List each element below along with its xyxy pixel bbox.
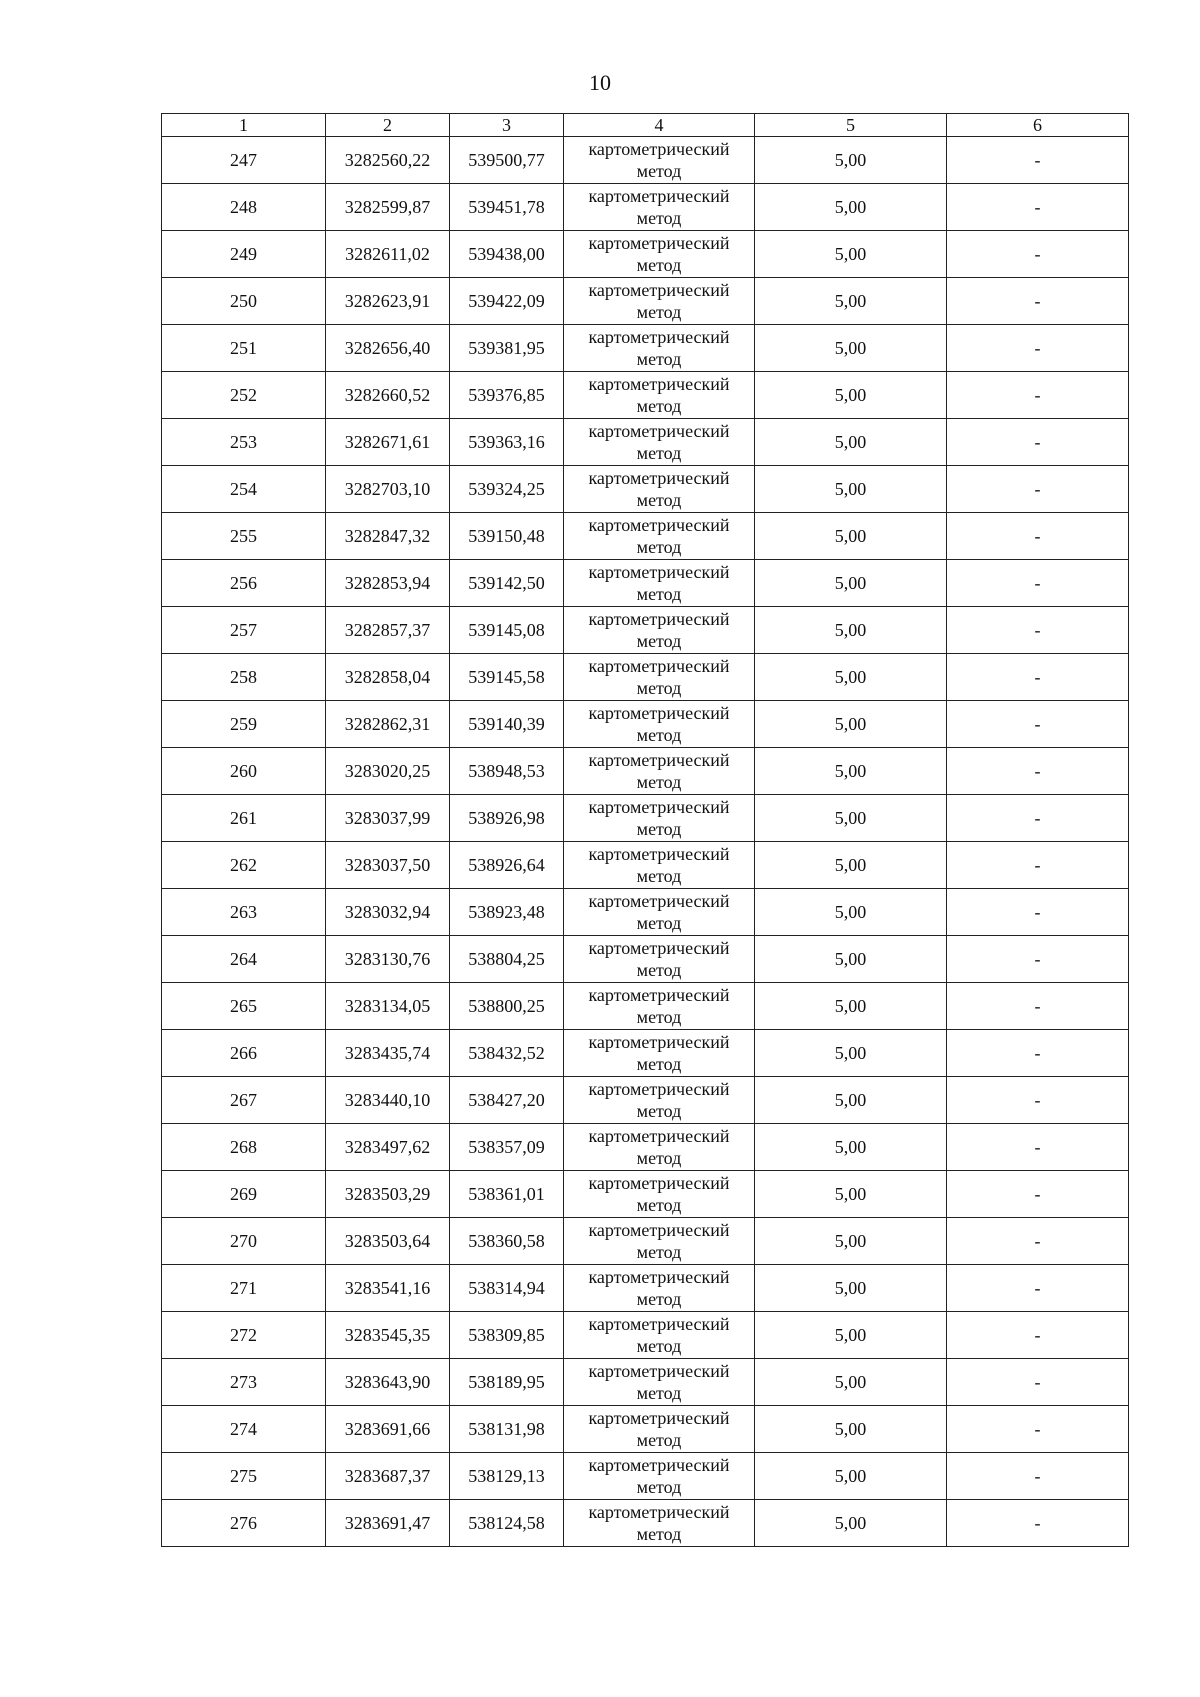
method-line-2: метод (636, 1054, 682, 1074)
accuracy-cell: 5,00 (755, 936, 947, 983)
point-number-cell: 263 (162, 889, 326, 936)
method-line-2: метод (636, 584, 682, 604)
method-line-1: картометрический (588, 186, 730, 206)
point-number-cell: 256 (162, 560, 326, 607)
point-number-cell: 266 (162, 1030, 326, 1077)
method-cell (564, 325, 755, 372)
table-row (162, 1312, 1129, 1359)
point-number-cell: 259 (162, 701, 326, 748)
y-coordinate-cell: 538360,58 (450, 1218, 564, 1265)
method-cell (564, 1453, 755, 1500)
method-cell (564, 184, 755, 231)
method-line-1: картометрический (588, 891, 730, 911)
note-cell: - (947, 278, 1129, 325)
y-coordinate-cell: 538926,64 (450, 842, 564, 889)
y-coordinate-cell: 538804,25 (450, 936, 564, 983)
method-line-1: картометрический (588, 1361, 730, 1381)
method-line-1: картометрический (588, 750, 730, 770)
accuracy-cell: 5,00 (755, 513, 947, 560)
method-line-2: метод (636, 819, 682, 839)
accuracy-cell: 5,00 (755, 1218, 947, 1265)
point-number-cell: 275 (162, 1453, 326, 1500)
point-number-cell: 276 (162, 1500, 326, 1547)
method-cell (564, 795, 755, 842)
method-line-1: картометрический (588, 1032, 730, 1052)
note-cell: - (947, 137, 1129, 184)
y-coordinate-cell: 538357,09 (450, 1124, 564, 1171)
y-coordinate-cell: 538432,52 (450, 1030, 564, 1077)
y-coordinate-cell: 539381,95 (450, 325, 564, 372)
note-cell: - (947, 325, 1129, 372)
table-row (162, 466, 1129, 513)
note-cell: - (947, 372, 1129, 419)
x-coordinate-cell: 3283643,90 (326, 1359, 450, 1406)
point-number-cell: 265 (162, 983, 326, 1030)
y-coordinate-cell: 538948,53 (450, 748, 564, 795)
y-coordinate-cell: 538124,58 (450, 1500, 564, 1547)
page-number: 10 (589, 70, 611, 95)
method-cell (564, 1171, 755, 1218)
method-line-1: картометрический (588, 1267, 730, 1287)
note-cell: - (947, 1312, 1129, 1359)
method-line-2: метод (636, 866, 682, 886)
method-cell (564, 654, 755, 701)
header-cell: 2 (326, 114, 450, 137)
y-coordinate-cell: 538923,48 (450, 889, 564, 936)
method-line-1: картометрический (588, 1220, 730, 1240)
x-coordinate-cell: 3283503,29 (326, 1171, 450, 1218)
accuracy-cell: 5,00 (755, 419, 947, 466)
method-cell (564, 231, 755, 278)
x-coordinate-cell: 3282599,87 (326, 184, 450, 231)
x-coordinate-cell: 3283541,16 (326, 1265, 450, 1312)
method-line-1: картометрический (588, 1502, 730, 1522)
method-line-1: картометрический (588, 1314, 730, 1334)
y-coordinate-cell: 538309,85 (450, 1312, 564, 1359)
method-line-1: картометрический (588, 609, 730, 629)
table-row (162, 654, 1129, 701)
table-body (162, 114, 1129, 1547)
x-coordinate-cell: 3283037,50 (326, 842, 450, 889)
point-number-cell: 251 (162, 325, 326, 372)
point-number-cell: 257 (162, 607, 326, 654)
accuracy-cell: 5,00 (755, 560, 947, 607)
header-cell: 4 (564, 114, 755, 137)
method-line-2: метод (636, 1383, 682, 1403)
table-row (162, 231, 1129, 278)
note-cell: - (947, 231, 1129, 278)
table-row (162, 1077, 1129, 1124)
method-cell (564, 1218, 755, 1265)
table-row (162, 1171, 1129, 1218)
table-row (162, 795, 1129, 842)
accuracy-cell: 5,00 (755, 607, 947, 654)
accuracy-cell: 5,00 (755, 184, 947, 231)
x-coordinate-cell: 3283130,76 (326, 936, 450, 983)
x-coordinate-cell: 3282862,31 (326, 701, 450, 748)
method-line-1: картометрический (588, 1079, 730, 1099)
method-cell (564, 513, 755, 560)
note-cell: - (947, 1077, 1129, 1124)
method-line-2: метод (636, 443, 682, 463)
method-line-1: картометрический (588, 703, 730, 723)
y-coordinate-cell: 538427,20 (450, 1077, 564, 1124)
header-cell: 5 (755, 114, 947, 137)
x-coordinate-cell: 3283134,05 (326, 983, 450, 1030)
note-cell: - (947, 513, 1129, 560)
method-line-2: метод (636, 725, 682, 745)
note-cell: - (947, 936, 1129, 983)
y-coordinate-cell: 539150,48 (450, 513, 564, 560)
coordinates-table (161, 113, 1129, 1547)
table-row (162, 607, 1129, 654)
table-header-row (162, 114, 1129, 137)
method-cell (564, 137, 755, 184)
method-line-1: картометрический (588, 515, 730, 535)
method-line-2: метод (636, 1524, 682, 1544)
x-coordinate-cell: 3283691,47 (326, 1500, 450, 1547)
table-row (162, 842, 1129, 889)
method-line-2: метод (636, 302, 682, 322)
table-row (162, 1124, 1129, 1171)
x-coordinate-cell: 3282611,02 (326, 231, 450, 278)
x-coordinate-cell: 3283020,25 (326, 748, 450, 795)
method-line-1: картометрический (588, 562, 730, 582)
accuracy-cell: 5,00 (755, 466, 947, 513)
method-cell (564, 278, 755, 325)
method-cell (564, 1265, 755, 1312)
method-line-1: картометрический (588, 1408, 730, 1428)
x-coordinate-cell: 3282671,61 (326, 419, 450, 466)
method-line-1: картометрический (588, 656, 730, 676)
point-number-cell: 258 (162, 654, 326, 701)
method-line-1: картометрический (588, 797, 730, 817)
accuracy-cell: 5,00 (755, 1453, 947, 1500)
note-cell: - (947, 1406, 1129, 1453)
accuracy-cell: 5,00 (755, 701, 947, 748)
accuracy-cell: 5,00 (755, 137, 947, 184)
method-cell (564, 372, 755, 419)
method-line-2: метод (636, 255, 682, 275)
point-number-cell: 272 (162, 1312, 326, 1359)
table-row (162, 137, 1129, 184)
header-cell: 6 (947, 114, 1129, 137)
x-coordinate-cell: 3283503,64 (326, 1218, 450, 1265)
method-cell (564, 748, 755, 795)
method-cell (564, 1312, 755, 1359)
method-line-1: картометрический (588, 844, 730, 864)
note-cell: - (947, 1265, 1129, 1312)
method-cell (564, 560, 755, 607)
note-cell: - (947, 701, 1129, 748)
method-line-2: метод (636, 1430, 682, 1450)
method-cell (564, 419, 755, 466)
note-cell: - (947, 842, 1129, 889)
table-row (162, 372, 1129, 419)
y-coordinate-cell: 539422,09 (450, 278, 564, 325)
accuracy-cell: 5,00 (755, 1077, 947, 1124)
accuracy-cell: 5,00 (755, 1124, 947, 1171)
point-number-cell: 274 (162, 1406, 326, 1453)
table-row (162, 560, 1129, 607)
point-number-cell: 252 (162, 372, 326, 419)
table-row (162, 1265, 1129, 1312)
method-line-1: картометрический (588, 280, 730, 300)
point-number-cell: 268 (162, 1124, 326, 1171)
table-row (162, 1500, 1129, 1547)
x-coordinate-cell: 3282703,10 (326, 466, 450, 513)
note-cell: - (947, 419, 1129, 466)
note-cell: - (947, 466, 1129, 513)
method-cell (564, 983, 755, 1030)
x-coordinate-cell: 3283032,94 (326, 889, 450, 936)
y-coordinate-cell: 538361,01 (450, 1171, 564, 1218)
table-row (162, 701, 1129, 748)
method-line-1: картометрический (588, 1173, 730, 1193)
method-cell (564, 1030, 755, 1077)
method-cell (564, 1406, 755, 1453)
x-coordinate-cell: 3282660,52 (326, 372, 450, 419)
note-cell: - (947, 1453, 1129, 1500)
method-line-1: картометрический (588, 139, 730, 159)
point-number-cell: 260 (162, 748, 326, 795)
accuracy-cell: 5,00 (755, 325, 947, 372)
note-cell: - (947, 889, 1129, 936)
y-coordinate-cell: 539142,50 (450, 560, 564, 607)
note-cell: - (947, 748, 1129, 795)
note-cell: - (947, 983, 1129, 1030)
method-cell (564, 1500, 755, 1547)
accuracy-cell: 5,00 (755, 1406, 947, 1453)
y-coordinate-cell: 539438,00 (450, 231, 564, 278)
method-line-1: картометрический (588, 468, 730, 488)
x-coordinate-cell: 3282857,37 (326, 607, 450, 654)
note-cell: - (947, 654, 1129, 701)
accuracy-cell: 5,00 (755, 654, 947, 701)
y-coordinate-cell: 539145,08 (450, 607, 564, 654)
table-row (162, 1359, 1129, 1406)
accuracy-cell: 5,00 (755, 278, 947, 325)
y-coordinate-cell: 539500,77 (450, 137, 564, 184)
accuracy-cell: 5,00 (755, 842, 947, 889)
y-coordinate-cell: 538314,94 (450, 1265, 564, 1312)
method-cell (564, 1359, 755, 1406)
table-row (162, 419, 1129, 466)
method-line-2: метод (636, 1007, 682, 1027)
method-line-2: метод (636, 208, 682, 228)
method-cell (564, 607, 755, 654)
x-coordinate-cell: 3282853,94 (326, 560, 450, 607)
note-cell: - (947, 1124, 1129, 1171)
x-coordinate-cell: 3283687,37 (326, 1453, 450, 1500)
accuracy-cell: 5,00 (755, 1030, 947, 1077)
y-coordinate-cell: 539451,78 (450, 184, 564, 231)
point-number-cell: 264 (162, 936, 326, 983)
table-row (162, 889, 1129, 936)
y-coordinate-cell: 538129,13 (450, 1453, 564, 1500)
table-row (162, 1406, 1129, 1453)
x-coordinate-cell: 3283545,35 (326, 1312, 450, 1359)
method-line-2: метод (636, 913, 682, 933)
table-row (162, 325, 1129, 372)
method-line-2: метод (636, 1195, 682, 1215)
y-coordinate-cell: 539140,39 (450, 701, 564, 748)
point-number-cell: 261 (162, 795, 326, 842)
method-line-2: метод (636, 960, 682, 980)
method-line-1: картометрический (588, 985, 730, 1005)
note-cell: - (947, 1218, 1129, 1265)
method-cell (564, 466, 755, 513)
accuracy-cell: 5,00 (755, 1265, 947, 1312)
x-coordinate-cell: 3283440,10 (326, 1077, 450, 1124)
accuracy-cell: 5,00 (755, 889, 947, 936)
method-line-1: картометрический (588, 327, 730, 347)
y-coordinate-cell: 539324,25 (450, 466, 564, 513)
method-line-2: метод (636, 161, 682, 181)
point-number-cell: 269 (162, 1171, 326, 1218)
note-cell: - (947, 795, 1129, 842)
method-line-2: метод (636, 349, 682, 369)
y-coordinate-cell: 538800,25 (450, 983, 564, 1030)
method-cell (564, 842, 755, 889)
point-number-cell: 262 (162, 842, 326, 889)
point-number-cell: 273 (162, 1359, 326, 1406)
point-number-cell: 270 (162, 1218, 326, 1265)
y-coordinate-cell: 539363,16 (450, 419, 564, 466)
x-coordinate-cell: 3282560,22 (326, 137, 450, 184)
method-line-2: метод (636, 1242, 682, 1262)
method-line-2: метод (636, 772, 682, 792)
method-line-2: метод (636, 490, 682, 510)
accuracy-cell: 5,00 (755, 1500, 947, 1547)
note-cell: - (947, 560, 1129, 607)
table-row (162, 1218, 1129, 1265)
table-row (162, 1453, 1129, 1500)
method-line-2: метод (636, 1289, 682, 1309)
method-cell (564, 1124, 755, 1171)
point-number-cell: 267 (162, 1077, 326, 1124)
accuracy-cell: 5,00 (755, 372, 947, 419)
header-cell: 1 (162, 114, 326, 137)
note-cell: - (947, 184, 1129, 231)
method-cell (564, 1077, 755, 1124)
accuracy-cell: 5,00 (755, 1359, 947, 1406)
method-line-2: метод (636, 1477, 682, 1497)
accuracy-cell: 5,00 (755, 1171, 947, 1218)
x-coordinate-cell: 3283435,74 (326, 1030, 450, 1077)
accuracy-cell: 5,00 (755, 231, 947, 278)
method-cell (564, 889, 755, 936)
point-number-cell: 248 (162, 184, 326, 231)
note-cell: - (947, 1359, 1129, 1406)
table-row (162, 513, 1129, 560)
y-coordinate-cell: 538926,98 (450, 795, 564, 842)
method-line-1: картометрический (588, 1455, 730, 1475)
method-line-2: метод (636, 1148, 682, 1168)
x-coordinate-cell: 3283691,66 (326, 1406, 450, 1453)
x-coordinate-cell: 3282847,32 (326, 513, 450, 560)
point-number-cell: 253 (162, 419, 326, 466)
method-line-2: метод (636, 396, 682, 416)
point-number-cell: 249 (162, 231, 326, 278)
table-row (162, 983, 1129, 1030)
accuracy-cell: 5,00 (755, 795, 947, 842)
method-line-2: метод (636, 678, 682, 698)
method-cell (564, 701, 755, 748)
method-line-1: картометрический (588, 374, 730, 394)
table-row (162, 278, 1129, 325)
accuracy-cell: 5,00 (755, 748, 947, 795)
y-coordinate-cell: 539145,58 (450, 654, 564, 701)
table-row (162, 1030, 1129, 1077)
accuracy-cell: 5,00 (755, 1312, 947, 1359)
point-number-cell: 250 (162, 278, 326, 325)
note-cell: - (947, 607, 1129, 654)
note-cell: - (947, 1171, 1129, 1218)
table-row (162, 936, 1129, 983)
method-line-2: метод (636, 537, 682, 557)
y-coordinate-cell: 538131,98 (450, 1406, 564, 1453)
note-cell: - (947, 1500, 1129, 1547)
table-row (162, 748, 1129, 795)
x-coordinate-cell: 3282858,04 (326, 654, 450, 701)
accuracy-cell: 5,00 (755, 983, 947, 1030)
x-coordinate-cell: 3283497,62 (326, 1124, 450, 1171)
method-line-1: картометрический (588, 1126, 730, 1146)
method-line-1: картометрический (588, 233, 730, 253)
note-cell: - (947, 1030, 1129, 1077)
point-number-cell: 271 (162, 1265, 326, 1312)
y-coordinate-cell: 538189,95 (450, 1359, 564, 1406)
x-coordinate-cell: 3283037,99 (326, 795, 450, 842)
table-row (162, 184, 1129, 231)
x-coordinate-cell: 3282656,40 (326, 325, 450, 372)
point-number-cell: 255 (162, 513, 326, 560)
header-cell: 3 (450, 114, 564, 137)
method-line-1: картометрический (588, 938, 730, 958)
method-cell (564, 936, 755, 983)
method-line-2: метод (636, 1101, 682, 1121)
x-coordinate-cell: 3282623,91 (326, 278, 450, 325)
method-line-2: метод (636, 1336, 682, 1356)
point-number-cell: 254 (162, 466, 326, 513)
method-line-2: метод (636, 631, 682, 651)
y-coordinate-cell: 539376,85 (450, 372, 564, 419)
method-line-1: картометрический (588, 421, 730, 441)
point-number-cell: 247 (162, 137, 326, 184)
